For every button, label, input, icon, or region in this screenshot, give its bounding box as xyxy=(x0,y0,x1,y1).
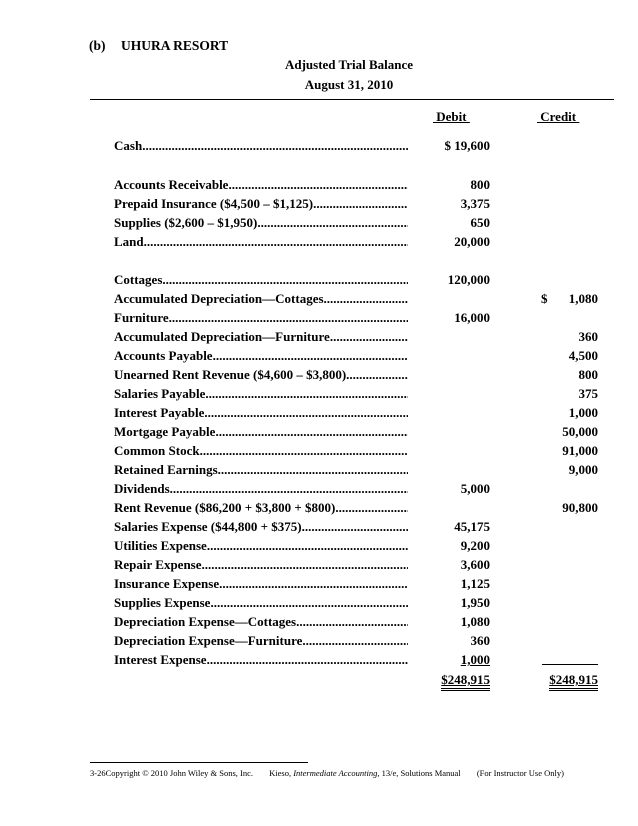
table-row xyxy=(114,138,604,156)
account-name: Supplies ($2,600 – $1,950) ..... xyxy=(114,215,408,231)
table-row xyxy=(114,310,604,328)
table-row xyxy=(114,386,604,404)
table-row xyxy=(114,443,604,461)
table-row xyxy=(114,633,604,651)
credit-amount: 9,000 xyxy=(568,462,598,477)
account-name: Rent Revenue ($86,200 + $3,800 + $800) ..... xyxy=(114,500,408,516)
account-name: Interest Expense ..... xyxy=(114,652,408,668)
account-name: Cash ..... xyxy=(114,138,408,154)
account-name: Salaries Payable ..... xyxy=(114,386,408,402)
credit-amount: 360 xyxy=(578,329,598,344)
account-name: Cottages ..... xyxy=(114,272,408,288)
footer-note: (For Instructor Use Only) xyxy=(476,768,564,778)
footer-book: Intermediate Accounting, xyxy=(293,768,380,778)
account-name: Retained Earnings ..... xyxy=(114,462,408,478)
account-name: Salaries Expense ($44,800 + $375) ..... xyxy=(114,519,408,535)
debit-amount: 45,175 xyxy=(454,519,490,534)
table-row xyxy=(114,272,604,290)
debit-amount: 3,375 xyxy=(460,196,490,211)
page-footer xyxy=(90,768,564,778)
account-name: Depreciation Expense—Furniture ..... xyxy=(114,633,408,649)
total-credit: $248,915 xyxy=(549,672,598,691)
debit-amount: 1,080 xyxy=(460,614,490,629)
debit-amount: 1,125 xyxy=(460,576,490,591)
debit-amount: 20,000 xyxy=(454,234,490,249)
debit-amount: 16,000 xyxy=(454,310,490,325)
account-name: Dividends ..... xyxy=(114,481,408,497)
debit-amount: 5,000 xyxy=(460,481,490,496)
account-name: Supplies Expense ..... xyxy=(114,595,408,611)
credit-underline xyxy=(542,652,598,669)
table-row xyxy=(114,576,604,594)
account-name: Interest Payable ..... xyxy=(114,405,408,421)
table-row xyxy=(114,519,604,537)
credit-amount: 90,800 xyxy=(562,500,598,515)
table-row xyxy=(114,462,604,480)
account-name: Furniture ..... xyxy=(114,310,408,326)
credit-amount: 91,000 xyxy=(562,443,598,458)
debit-amount: 1,000 xyxy=(460,652,490,667)
footer-rule xyxy=(90,762,308,763)
table-row xyxy=(114,196,604,214)
page-number: 3-26 xyxy=(90,768,106,778)
debit-amount: 120,000 xyxy=(447,272,490,287)
table-row xyxy=(114,557,604,575)
debit-amount: 360 xyxy=(470,633,490,648)
table-row xyxy=(114,329,604,347)
debit-amount: 1,950 xyxy=(460,595,490,610)
debit-column-header: Debit xyxy=(433,109,470,124)
account-name: Accounts Payable ..... xyxy=(114,348,408,364)
header-rule xyxy=(90,99,614,100)
statement-date: August 31, 2010 xyxy=(304,77,394,92)
credit-column-header: Credit xyxy=(537,109,580,124)
total-debit: $248,915 xyxy=(441,672,490,691)
credit-currency-symbol: $ xyxy=(541,291,548,306)
table-row xyxy=(114,595,604,613)
debit-amount: 800 xyxy=(470,177,490,192)
debit-amount: 9,200 xyxy=(460,538,490,553)
table-row xyxy=(114,367,604,385)
credit-amount: 1,000 xyxy=(568,405,598,420)
account-name: Utilities Expense ..... xyxy=(114,538,408,554)
footer-edition: 13/e, Solutions Manual xyxy=(381,768,461,778)
account-name: Depreciation Expense—Cottages ..... xyxy=(114,614,408,630)
totals-row xyxy=(114,672,604,690)
table-row xyxy=(114,652,604,670)
table-row xyxy=(114,481,604,499)
account-name: Insurance Expense ..... xyxy=(114,576,408,592)
table-row xyxy=(114,500,604,518)
footer-author: Kieso, xyxy=(269,768,292,778)
table-row xyxy=(114,234,604,252)
credit-amount: 375 xyxy=(578,386,598,401)
account-name: Repair Expense ..... xyxy=(114,557,408,573)
part-label: (b) xyxy=(89,38,106,53)
copyright: Copyright © 2010 John Wiley & Sons, Inc. xyxy=(105,768,253,778)
account-name: Unearned Rent Revenue ($4,600 – $3,800) ..... xyxy=(114,367,408,383)
credit-amount: 1,080 xyxy=(568,291,598,306)
account-name: Land ..... xyxy=(114,234,408,250)
debit-amount: $ 19,600 xyxy=(444,138,490,153)
account-name: Prepaid Insurance ($4,500 – $1,125) ..... xyxy=(114,196,408,212)
credit-amount: 4,500 xyxy=(568,348,598,363)
debit-amount: 650 xyxy=(470,215,490,230)
table-row xyxy=(114,405,604,423)
account-name: Mortgage Payable ..... xyxy=(114,424,408,440)
table-row xyxy=(114,215,604,233)
company-name: UHURA RESORT xyxy=(121,38,229,53)
table-row xyxy=(114,538,604,556)
statement-title: Adjusted Trial Balance xyxy=(284,57,414,72)
credit-amount: 50,000 xyxy=(562,424,598,439)
account-name: Accounts Receivable ..... xyxy=(114,177,408,193)
table-row xyxy=(114,614,604,632)
table-row xyxy=(114,177,604,195)
table-row xyxy=(114,291,604,309)
account-name: Accumulated Depreciation—Cottages ..... xyxy=(114,291,408,307)
table-row xyxy=(114,424,604,442)
debit-amount: 3,600 xyxy=(460,557,490,572)
credit-amount: 800 xyxy=(578,367,598,382)
table-row xyxy=(114,348,604,366)
account-name: Accumulated Depreciation—Furniture ..... xyxy=(114,329,408,345)
account-name: Common Stock ..... xyxy=(114,443,408,459)
